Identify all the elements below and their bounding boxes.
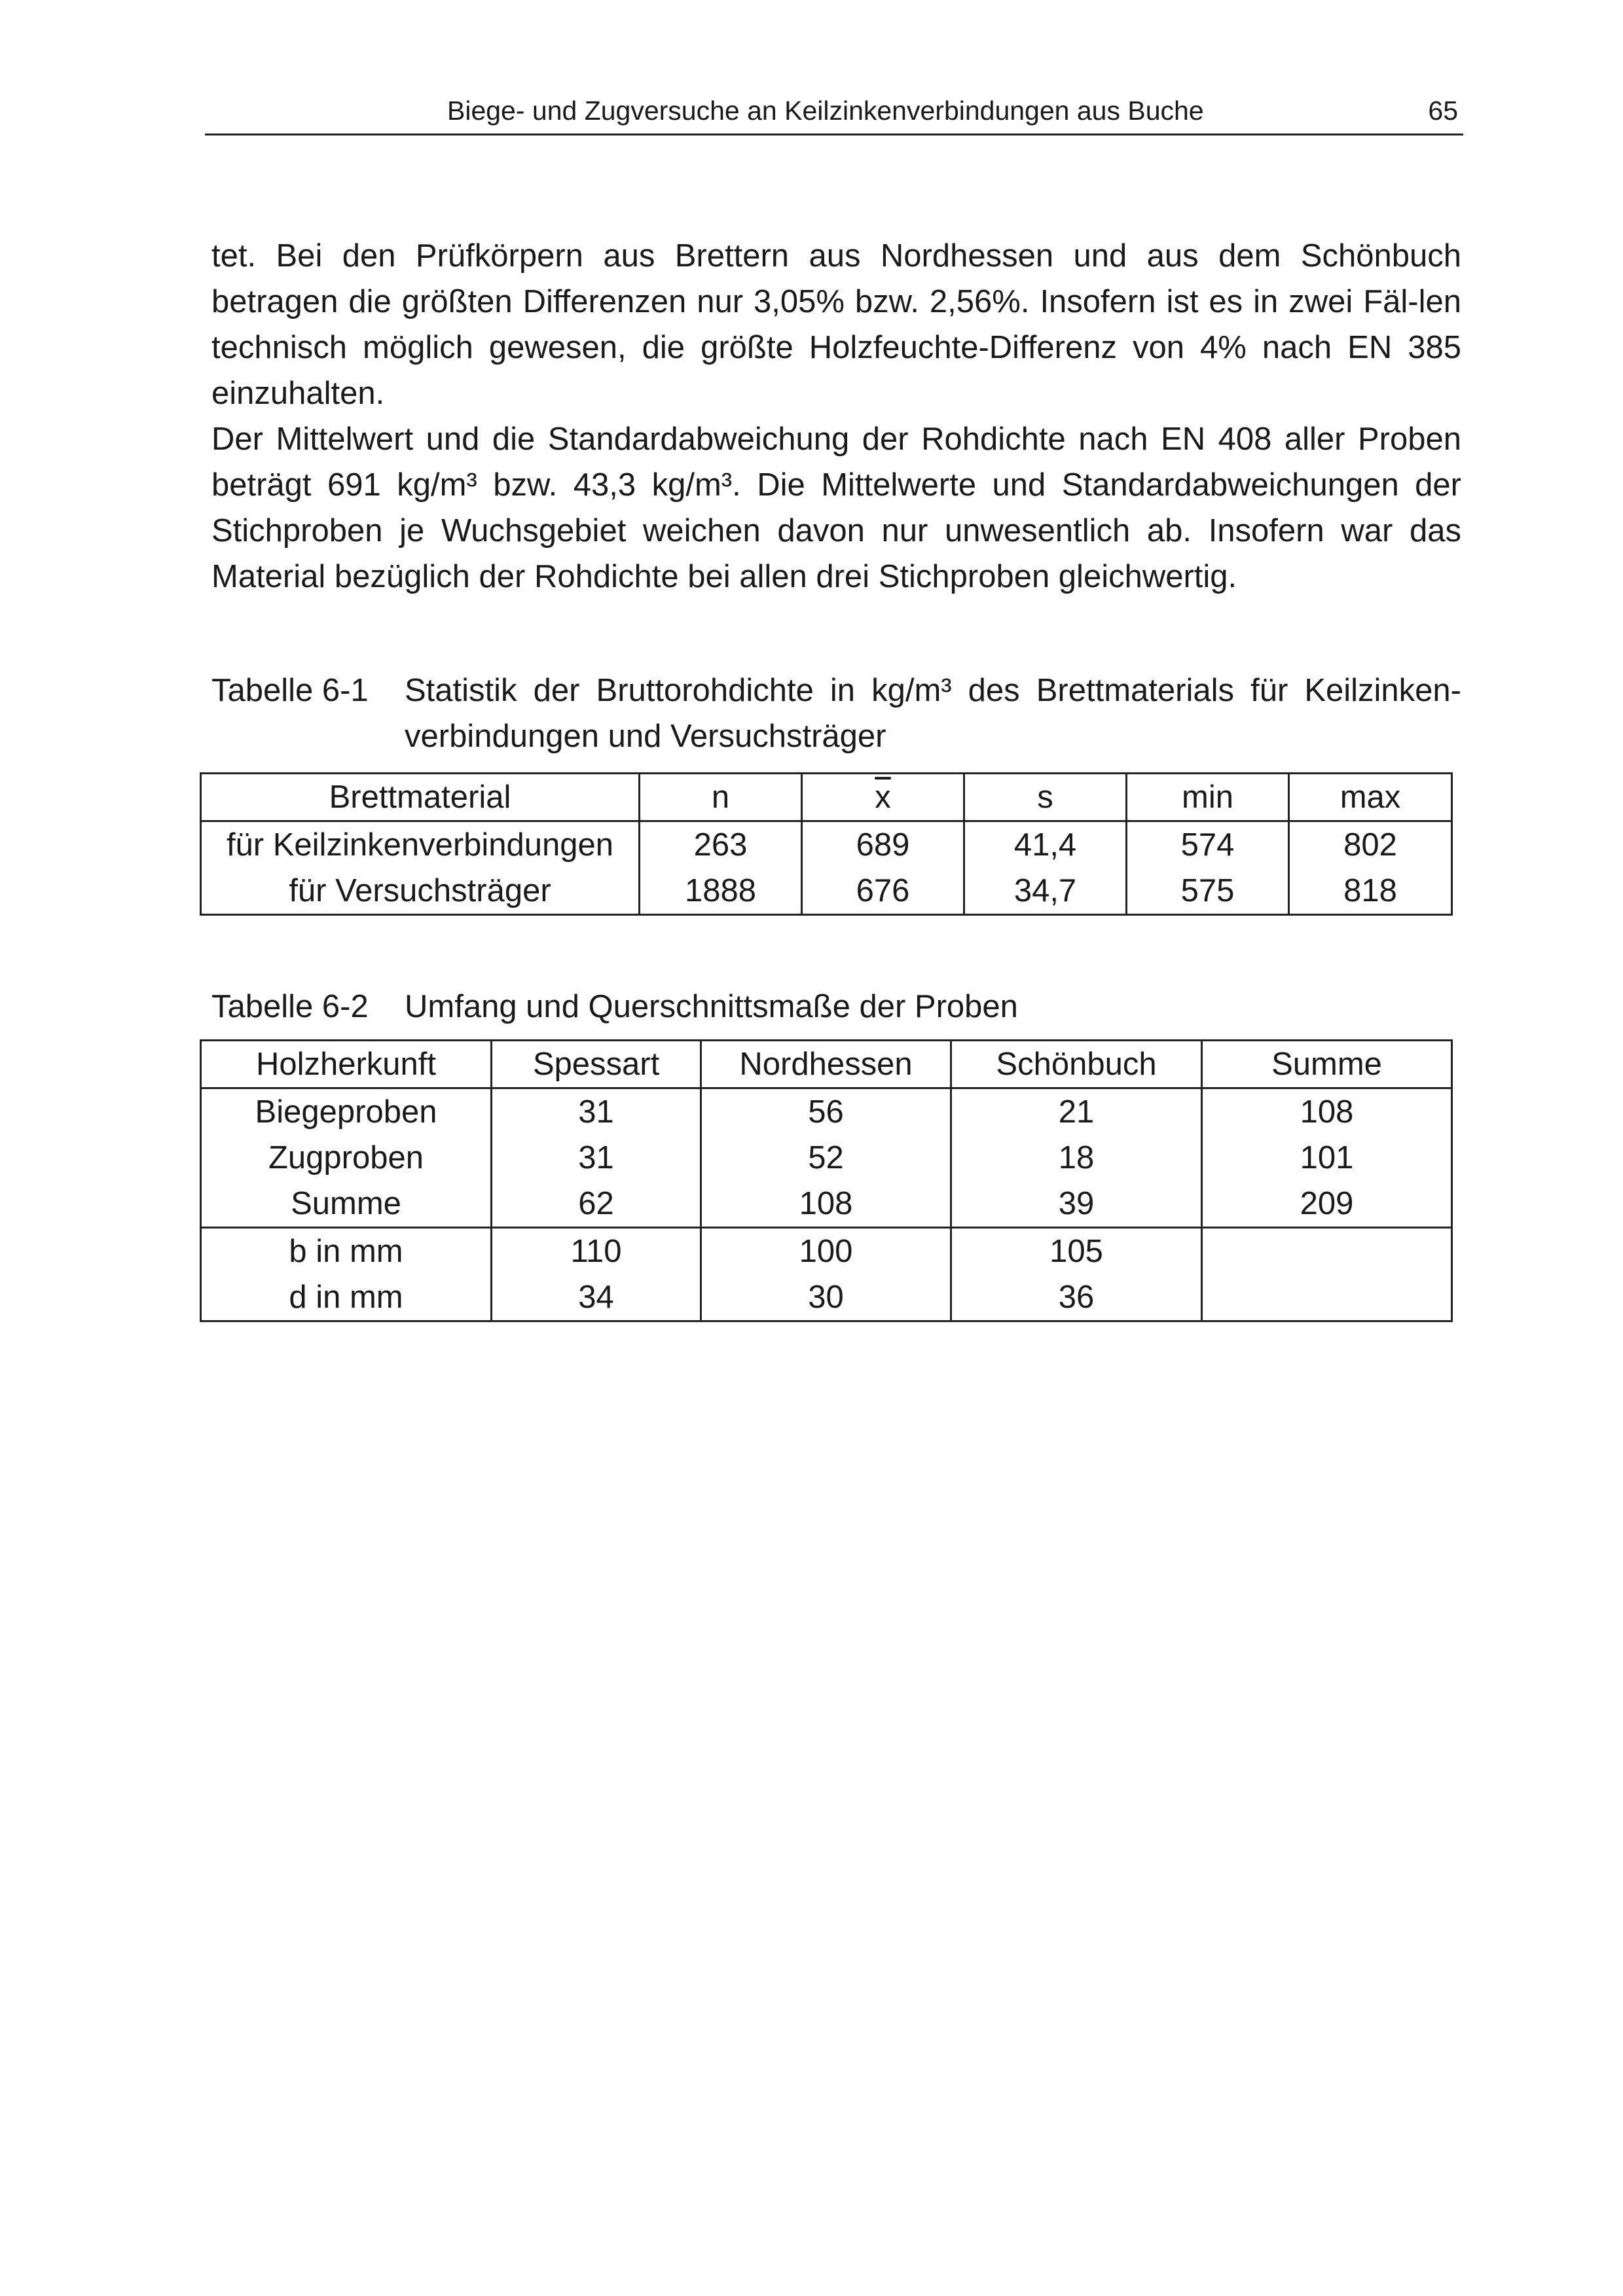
column-header: n xyxy=(640,774,802,821)
table-1-caption xyxy=(211,668,1461,759)
table-cell: für Keilzinkenverbindungen xyxy=(201,821,640,869)
table-1-caption-text: Statistik der Bruttorohdichte in kg/m³ des Brettmaterials für Keilzinken-verbindungen und Versuchsträger xyxy=(405,673,1461,754)
table-cell: 100 xyxy=(701,1228,951,1275)
table-row xyxy=(201,1135,1452,1181)
table-cell: 676 xyxy=(802,868,964,915)
table-cell: 41,4 xyxy=(964,821,1127,869)
table-cell: 1888 xyxy=(640,868,802,915)
body-text xyxy=(211,233,1461,600)
table-row xyxy=(201,868,1452,915)
table-cell: 36 xyxy=(951,1274,1202,1321)
table-cell: Biegeproben xyxy=(201,1088,492,1136)
page-header xyxy=(205,93,1463,135)
table-cell: 802 xyxy=(1289,821,1452,869)
density-statistics-table xyxy=(200,772,1453,916)
paragraph-2: Der Mittelwert und die Standardabweichung der Rohdichte nach EN 408 aller Proben beträgt 691 kg/m³ bzw. 43,3 kg/m³. Die Mittelwerte und Standardabweichungen der Stichproben je Wuchsgebiet weichen davon nur unwesentlich ab. Insofern war das Material bezüglich der Rohdichte bei allen drei Stichproben gleichwertig. xyxy=(211,422,1461,594)
table-header-row xyxy=(201,1041,1452,1088)
table-cell: 62 xyxy=(492,1181,701,1228)
table-cell: b in mm xyxy=(201,1228,492,1275)
table-row xyxy=(201,1181,1452,1228)
table-cell: 101 xyxy=(1202,1135,1452,1181)
table-2-caption-text: Umfang und Querschnittsmaße der Proben xyxy=(405,989,1018,1024)
column-header: $\overline{x}$ xyxy=(802,774,964,821)
table-cell: 575 xyxy=(1127,868,1289,915)
column-header: Schönbuch xyxy=(951,1041,1202,1088)
page-number: 65 xyxy=(1428,96,1458,126)
table-cell: 818 xyxy=(1289,868,1452,915)
table-cell xyxy=(1202,1228,1452,1275)
table-cell: 39 xyxy=(951,1181,1202,1228)
table-cell: 56 xyxy=(701,1088,951,1136)
column-header: min xyxy=(1127,774,1289,821)
column-header: Brettmaterial xyxy=(201,774,640,821)
paragraph-1: tet. Bei den Prüfkörpern aus Brettern aus Nordhessen und aus dem Schönbuch betragen die größten Differenzen nur 3,05% bzw. 2,56%. Insofern ist es in zwei Fäl-len technisch möglich gewesen, die größte Holzfeuchte-Differenz von 4% nach EN 385 einzuhalten. xyxy=(211,238,1461,411)
table-cell: 689 xyxy=(802,821,964,869)
table-cell: 263 xyxy=(640,821,802,869)
table-row xyxy=(201,1088,1452,1136)
running-title: Biege- und Zugversuche an Keilzinkenverbindungen aus Buche xyxy=(447,96,1204,126)
table-cell: 34 xyxy=(492,1274,701,1321)
table-cell: 110 xyxy=(492,1228,701,1275)
sample-dimensions-table xyxy=(200,1039,1453,1322)
table-cell: 30 xyxy=(701,1274,951,1321)
column-header: Summe xyxy=(1202,1041,1452,1088)
table-cell: 105 xyxy=(951,1228,1202,1275)
table-cell: 52 xyxy=(701,1135,951,1181)
table-cell: 21 xyxy=(951,1088,1202,1136)
table-cell: d in mm xyxy=(201,1274,492,1321)
column-header: max xyxy=(1289,774,1452,821)
table-header-row xyxy=(201,774,1452,821)
table-cell: 31 xyxy=(492,1088,701,1136)
table-2-caption xyxy=(211,984,1461,1030)
table-cell: 108 xyxy=(701,1181,951,1228)
table-cell xyxy=(1202,1274,1452,1321)
table-cell: Summe xyxy=(201,1181,492,1228)
table-cell: 31 xyxy=(492,1135,701,1181)
column-header: Spessart xyxy=(492,1041,701,1088)
table-cell: für Versuchsträger xyxy=(201,868,640,915)
table-cell: Zugproben xyxy=(201,1135,492,1181)
table-row xyxy=(201,821,1452,869)
table-cell: 209 xyxy=(1202,1181,1452,1228)
table-cell: 574 xyxy=(1127,821,1289,869)
column-header: Holzherkunft xyxy=(201,1041,492,1088)
column-header: s xyxy=(964,774,1127,821)
table-2-caption-label: Tabelle 6-2 xyxy=(211,989,369,1024)
table-cell: 34,7 xyxy=(964,868,1127,915)
column-header: Nordhessen xyxy=(701,1041,951,1088)
table-cell: 18 xyxy=(951,1135,1202,1181)
table-row xyxy=(201,1274,1452,1321)
table-row xyxy=(201,1228,1452,1275)
table-1-caption-label: Tabelle 6-1 xyxy=(211,673,369,708)
table-cell: 108 xyxy=(1202,1088,1452,1136)
